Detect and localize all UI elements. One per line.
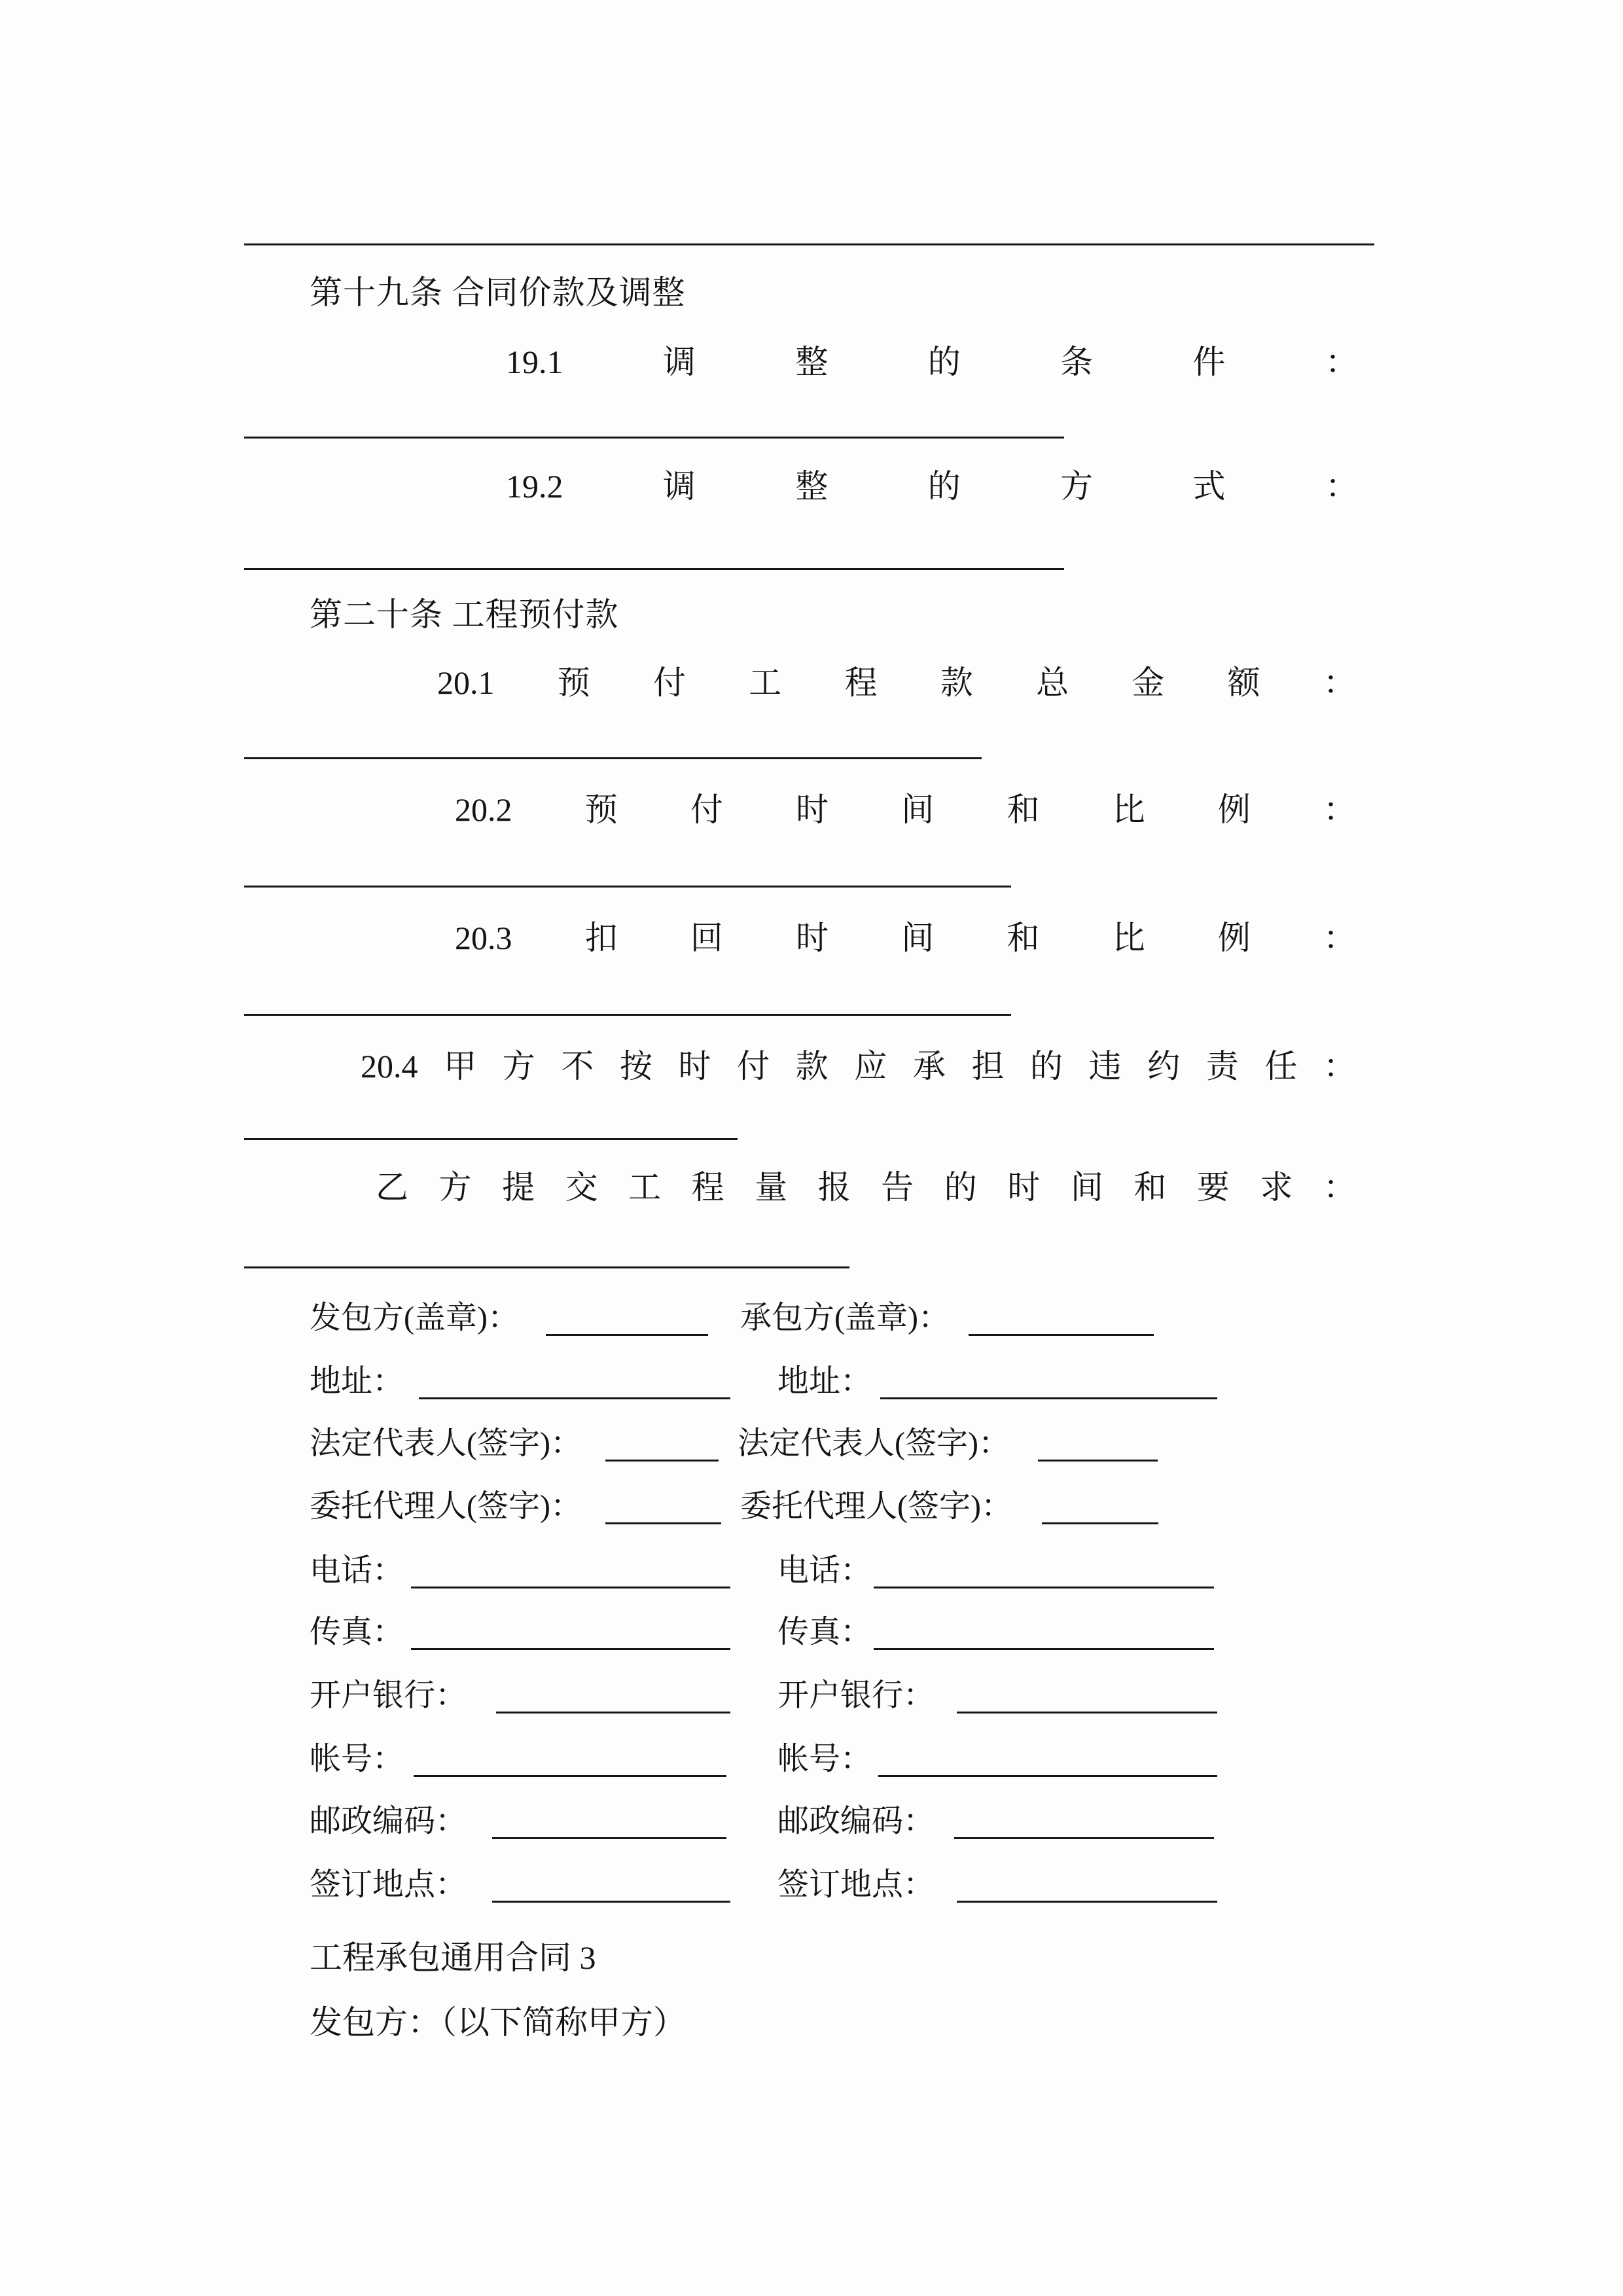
signature-row-signing-place xyxy=(0,1867,1623,1907)
signature-row-seal xyxy=(0,1300,1623,1340)
clause-20-3: 20.3 扣 回 时 间 和 比 例 ： xyxy=(455,920,1356,956)
contractor-bank-blank xyxy=(957,1679,1217,1713)
clause-19-1: 19.1 调 整 的 条 件 ： xyxy=(506,344,1358,380)
employer-address-label: 地址： xyxy=(310,1364,404,1399)
blank-line-20-3 xyxy=(244,1014,1011,1016)
clause-20-4: 20.4 甲 方 不 按 时 付 款 应 承 担 的 违 约 责 任 ： xyxy=(361,1048,1356,1085)
employer-signing-place-blank xyxy=(492,1868,730,1903)
contractor-postcode-blank xyxy=(954,1804,1214,1839)
page-top-rule xyxy=(244,243,1374,245)
employer-legal-rep-label: 法定代表人(签字)： xyxy=(310,1426,582,1461)
contractor-legal-rep-blank xyxy=(1038,1427,1158,1462)
employer-fax-label: 传真： xyxy=(310,1615,404,1649)
contractor-legal-rep-label: 法定代表人(签字)： xyxy=(738,1426,1010,1461)
contractor-fax-blank xyxy=(874,1615,1214,1650)
employer-postcode-blank xyxy=(492,1804,726,1839)
signature-row-address xyxy=(0,1363,1623,1404)
employer-signing-place-label: 签订地点： xyxy=(310,1867,467,1902)
signature-row-fax xyxy=(0,1614,1623,1655)
article-20-heading: 第二十条 工程预付款 xyxy=(310,596,619,633)
document-title-line: 工程承包通用合同 3 xyxy=(310,1939,596,1976)
article-19-heading: 第十九条 合同价款及调整 xyxy=(310,274,686,311)
contractor-phone-blank xyxy=(874,1554,1214,1588)
employer-phone-label: 电话： xyxy=(310,1553,404,1588)
contractor-seal-label: 承包方(盖章)： xyxy=(740,1300,950,1335)
employer-bank-label: 开户银行： xyxy=(310,1678,467,1713)
signature-row-bank xyxy=(0,1677,1623,1718)
employer-postcode-label: 邮政编码： xyxy=(310,1804,467,1839)
contractor-signing-place-blank xyxy=(957,1868,1217,1903)
contractor-phone-label: 电话： xyxy=(777,1553,872,1588)
contractor-address-label: 地址： xyxy=(777,1364,872,1399)
signature-row-legal-rep xyxy=(0,1426,1623,1466)
blank-line-19-1 xyxy=(244,437,1064,439)
clause-19-2: 19.2 调 整 的 方 式 ： xyxy=(506,468,1358,505)
employer-party-a-line: 发包方：（以下简称甲方） xyxy=(310,2004,686,2041)
employer-bank-blank xyxy=(496,1679,730,1713)
contractor-seal-blank xyxy=(969,1301,1154,1336)
signature-row-agent xyxy=(0,1488,1623,1529)
signature-row-phone xyxy=(0,1552,1623,1593)
contractor-address-blank xyxy=(880,1365,1217,1399)
blank-line-20-1 xyxy=(244,757,982,759)
employer-agent-blank xyxy=(605,1490,721,1524)
employer-agent-label: 委托代理人(签字)： xyxy=(310,1489,582,1524)
employer-seal-blank xyxy=(546,1301,708,1336)
blank-line-20-4 xyxy=(244,1138,738,1140)
blank-line-19-2 xyxy=(244,568,1064,570)
employer-fax-blank xyxy=(411,1615,730,1650)
contractor-signing-place-label: 签订地点： xyxy=(777,1867,935,1902)
contractor-bank-label: 开户银行： xyxy=(777,1678,935,1713)
contractor-agent-blank xyxy=(1042,1490,1158,1524)
contractor-agent-label: 委托代理人(签字)： xyxy=(740,1489,1012,1524)
employer-account-label: 帐号： xyxy=(310,1742,404,1776)
contractor-account-blank xyxy=(878,1742,1217,1777)
employer-seal-label: 发包方(盖章)： xyxy=(310,1300,519,1335)
employer-phone-blank xyxy=(411,1554,730,1588)
clause-20-1: 20.1 预 付 工 程 款 总 金 额 ： xyxy=(437,664,1356,701)
clause-20-2: 20.2 预 付 时 间 和 比 例 ： xyxy=(455,791,1356,828)
clause-party-b-report: 乙 方 提 交 工 程 量 报 告 的 时 间 和 要 求 ： xyxy=(376,1169,1356,1206)
blank-line-party-b-report xyxy=(244,1266,849,1268)
contractor-postcode-label: 邮政编码： xyxy=(777,1804,935,1839)
employer-address-blank xyxy=(419,1365,730,1399)
signature-row-account xyxy=(0,1741,1623,1782)
employer-legal-rep-blank xyxy=(605,1427,719,1462)
contractor-account-label: 帐号： xyxy=(777,1742,872,1776)
blank-line-20-2 xyxy=(244,886,1011,888)
signature-row-postcode xyxy=(0,1803,1623,1844)
contractor-fax-label: 传真： xyxy=(777,1615,872,1649)
employer-account-blank xyxy=(414,1742,726,1777)
